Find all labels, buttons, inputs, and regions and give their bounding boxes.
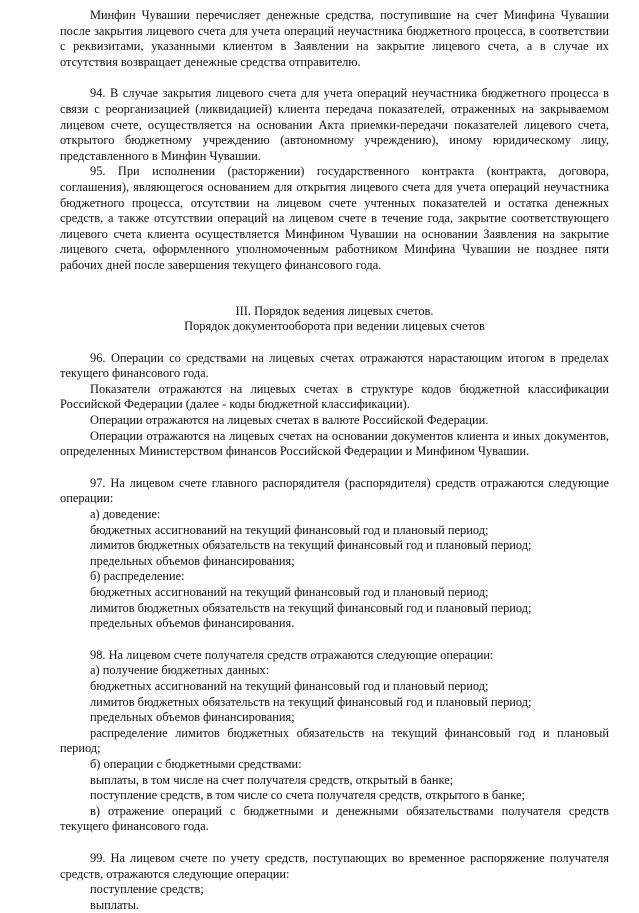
list-item: предельных объемов финансирования.	[90, 616, 295, 631]
paragraph-intro: Минфин Чувашии перечисляет денежные средства, поступившие на счет Минфина Чувашии после закрытия лицевого счета для учета операций неучастника бюджетного процесса, в соответствии с реквизитами, указанными клиентом в Заявлении на закрытие лицевого счета, а в случае их отсутствия возвращает денежные средства отправителю.	[60, 8, 609, 69]
paragraph-97: 97. На лицевом счете главного распорядителя (распорядителя) средств отражаются следующие операции:	[60, 475, 609, 506]
list-item: а) доведение:	[90, 507, 161, 522]
spacer	[60, 335, 609, 351]
list-item: бюджетных ассигнований на текущий финансовый год и плановый период;	[90, 585, 489, 599]
paragraph-96: 96. Операции со средствами на лицевых счетах отражаются нарастающим итогом в пределах текущего финансового года.	[60, 350, 609, 381]
list-item: лимитов бюджетных обязательств на текущий финансовый год и плановый период;	[90, 538, 532, 553]
list-item: выплаты.	[90, 897, 140, 912]
paragraph-95: 95. При исполнении (расторжении) государственного контракта (контракта, договора, соглашения), являющегося основанием для открытия лицевого счета для учета операций неучастника бюджетного процесса, отсутствии на лицевом счете учтенных показателей и остатка денежных средств, а также отсутствии операций на лицевом счете в течение года, закрытие соответствующего лицевого счета клиента осуществляется Минфином Чувашии на основании Заявления на закрытие лицевого счета, оформленного уполномоченным работником Минфина Чувашии не позднее пяти рабочих дней после завершения текущего финансового года.	[60, 164, 609, 272]
list-item: лимитов бюджетных обязательств на текущий финансовый год и плановый период;	[90, 600, 532, 615]
list-item: предельных объемов финансирования;	[90, 710, 295, 725]
paragraph-98-distribution: распределение лимитов бюджетных обязательств на текущий финансовый год и плановый период;	[60, 725, 609, 756]
list-item: поступление средств;	[90, 882, 204, 897]
section-title: III. Порядок ведения лицевых счетов.	[235, 303, 434, 318]
list-item: б) распределение:	[90, 569, 185, 584]
paragraph-98: 98. На лицевом счете получателя средств отражаются следующие операции:	[90, 647, 494, 662]
list-item: бюджетных ассигнований на текущий финансовый год и плановый период;	[90, 522, 489, 537]
spacer	[60, 70, 609, 86]
spacer	[60, 274, 609, 304]
list-item: а) получение бюджетных данных:	[90, 663, 270, 678]
paragraph-96-b: Показатели отражаются на лицевых счетах в структуре кодов бюджетной классификации Российской Федерации (далее - коды бюджетной классификации).	[60, 381, 609, 412]
paragraph-96-c: Операции отражаются на лицевых счетах в валюте Российской Федерации.	[90, 413, 489, 428]
paragraph-94: 94. В случае закрытия лицевого счета для учета операций неучастника бюджетного процесса в связи с реорганизацией (ликвидацией) клиента передача показателей, отраженных на закрываемом лицевом счете, осуществляется на основании Акта приемки-передачи показателей лицевого счета, открытого бюджетному учреждению (автономному учреждению), иному юридическому лицу, представленного в Минфин Чувашии.	[60, 86, 609, 163]
section-subtitle: Порядок документооборота при ведении лицевых счетов	[184, 319, 485, 334]
list-item: поступление средств, в том числе со счета получателя средств, открытого в банке;	[90, 788, 525, 803]
spacer	[60, 460, 609, 476]
list-item: бюджетных ассигнований на текущий финансовый год и плановый период;	[90, 678, 489, 693]
spacer	[60, 835, 609, 851]
paragraph-99: 99. На лицевом счете по учету средств, поступающих во временное распоряжение получателя средств, отражаются следующие операции:	[60, 850, 609, 881]
list-item: б) операции с бюджетными средствами:	[90, 756, 302, 771]
list-item: выплаты, в том числе на счет получателя средств, открытый в банке;	[90, 772, 454, 787]
paragraph-96-d: Операции отражаются на лицевых счетах на основании документов клиента и иных документов, определенных Министерством финансов Российской Федерации и Минфином Чувашии.	[60, 428, 609, 459]
list-item: лимитов бюджетных обязательств на текущий финансовый год и плановый период;	[90, 694, 532, 709]
spacer	[60, 632, 609, 648]
paragraph-98-c: в) отражение операций с бюджетными и денежными обязательствами получателя средств текущего финансового года.	[60, 803, 609, 834]
list-item: предельных объемов финансирования;	[90, 553, 295, 568]
